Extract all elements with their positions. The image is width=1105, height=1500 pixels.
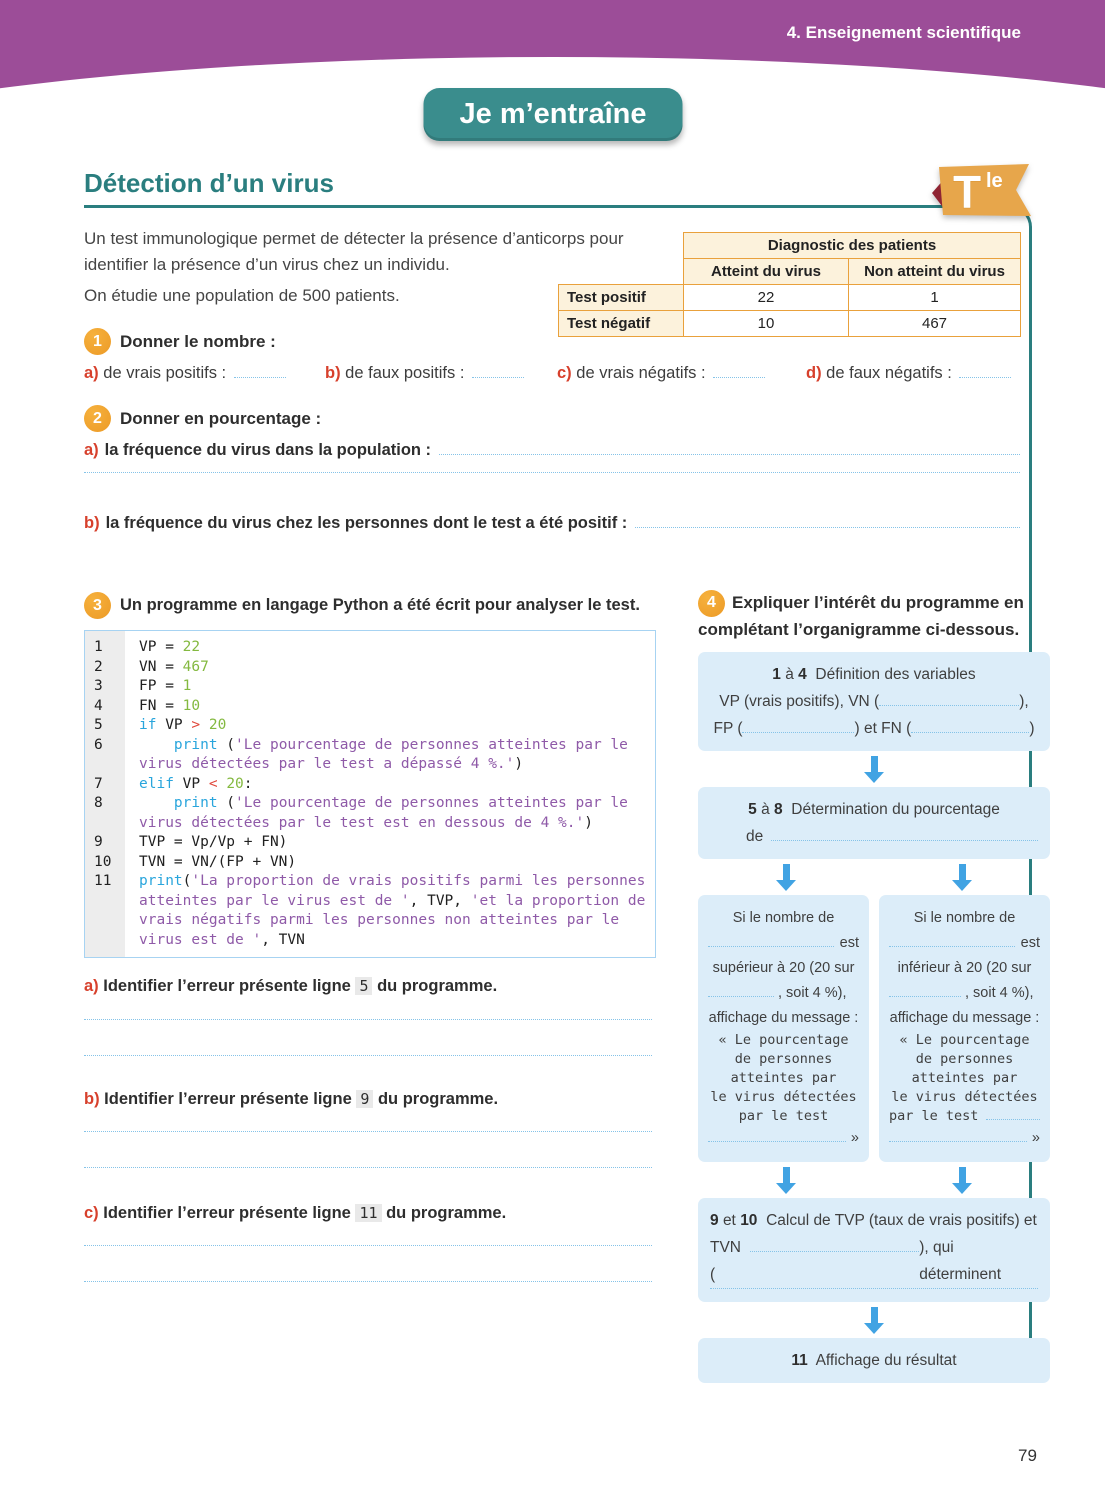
table-title: Diagnostic des patients: [684, 233, 1021, 259]
flow-arrow-icon: [959, 864, 966, 880]
code-line-number: 11: [94, 873, 112, 889]
question-2-number-badge: 2: [84, 405, 111, 432]
diagnostic-table: [558, 232, 1021, 337]
question-4-number-badge: 4: [698, 590, 725, 617]
answer-blank[interactable]: [708, 984, 774, 997]
answer-blank[interactable]: [635, 527, 1020, 528]
answer-blank[interactable]: [911, 720, 1029, 733]
chapter-label: 4. Enseignement scientifique: [786, 23, 1021, 42]
svg-text:le: le: [986, 170, 1003, 192]
answer-blank[interactable]: [889, 1141, 1027, 1142]
table-cell: 10: [684, 311, 849, 337]
flow-arrow-icon: [871, 756, 878, 772]
q1-item-b: b) de faux positifs :: [325, 364, 524, 383]
answer-line[interactable]: [84, 472, 1020, 473]
answer-blank[interactable]: [234, 365, 286, 378]
flow-box-variables: 1 à 4 Définition des variables VP (vrais positifs), VN ( ), FP ( ) et FN ( ): [698, 652, 1050, 751]
code-line-number: 10: [94, 853, 112, 870]
question-3-heading: 3 Un programme en langage Python a été écrit pour analyser le test.: [84, 592, 664, 619]
code-line-number: 2: [94, 658, 103, 675]
flow-box-result: 11 Affichage du résultat: [698, 1338, 1050, 1383]
table-row: [559, 311, 1021, 337]
code-line-content: elif VP < 20:: [139, 775, 253, 792]
flow-arrow-icon: [871, 1307, 878, 1323]
code-line: [85, 833, 655, 853]
train-badge: Je m’entraîne: [424, 88, 683, 141]
svg-text:T: T: [953, 166, 982, 218]
code-line-number: 5: [94, 717, 103, 733]
code-line-number: 9: [94, 834, 103, 850]
code-line-content: print ('Le pourcentage de personnes atteintes par le virus détectées par le test a dépassé 4 %.'): [139, 736, 637, 772]
code-line-content: FP = 1: [139, 678, 192, 694]
table-cell: 22: [684, 285, 849, 311]
answer-blank[interactable]: [708, 946, 834, 947]
code-line-content: TVN = VN/(FP + VN): [139, 853, 297, 870]
table-row: [559, 285, 1021, 311]
code-line-content: TVP = Vp/Vp + FN): [139, 834, 288, 850]
q2-item-b: b) la fréquence du virus chez les personnes dont le test a été positif :: [84, 514, 1020, 533]
flowchart: [698, 652, 1050, 1383]
answer-line[interactable]: [84, 1131, 652, 1132]
answer-blank[interactable]: [472, 365, 524, 378]
level-ribbon: [930, 163, 1034, 219]
answer-line[interactable]: [84, 1019, 652, 1020]
table-cell: 1: [849, 285, 1021, 311]
answer-line[interactable]: [84, 1167, 652, 1168]
answer-blank[interactable]: [879, 693, 1019, 706]
answer-blank[interactable]: [889, 984, 961, 997]
flow-box-condition-superior: Si le nombre de est supérieur à 20 (20 sur , soit 4 %), affichage du message : « Le pourcentage de personnes atteintes par le virus détectées par le test »: [698, 895, 869, 1162]
code-line: [85, 775, 655, 795]
flow-join-arrows: [698, 1162, 1050, 1198]
code-line-ref: 11: [355, 1204, 381, 1222]
question-2-heading: 2 Donner en pourcentage :: [84, 405, 321, 432]
code-line-ref: 5: [355, 977, 372, 995]
flow-arrow-icon: [959, 1167, 966, 1183]
page-title: Détection d’un virus: [84, 168, 334, 198]
table-cell: 467: [849, 311, 1021, 337]
flow-box-percentage: 5 à 8 Détermination du pourcentage de: [698, 787, 1050, 859]
code-line-ref: 9: [356, 1090, 373, 1108]
code-line: [85, 658, 655, 678]
answer-blank[interactable]: [959, 365, 1011, 378]
q3-item-a: a) Identifier l’erreur présente ligne 5 du programme.: [84, 977, 498, 995]
code-line-number: 1: [94, 639, 103, 655]
intro-paragraph: Un test immunologique permet de détecter la présence d’anticorps pour identifier la présence d’un virus chez un individu.: [84, 229, 624, 275]
code-line: [85, 794, 655, 833]
code-line-number: 7: [94, 775, 103, 792]
code-line: [85, 638, 655, 658]
answer-blank[interactable]: [742, 720, 854, 733]
code-line: [85, 716, 655, 736]
answer-blank[interactable]: [710, 1288, 1038, 1289]
flow-box-calcul: 9 et 10 Calcul de TVP (taux de vrais positifs) et TVN ( ), qui déterminent: [698, 1198, 1050, 1302]
table-col-header: Atteint du virus: [684, 259, 849, 285]
question-3-number-badge: 3: [84, 592, 111, 619]
answer-blank[interactable]: [771, 840, 1038, 841]
question-4-heading: 4 Expliquer l’intérêt du programme en complétant l’organigramme ci-dessous.: [698, 590, 1038, 643]
answer-blank[interactable]: [439, 454, 1020, 455]
answer-line[interactable]: [84, 1281, 652, 1282]
table-row-label: Test négatif: [559, 311, 684, 337]
code-line-content: print ('Le pourcentage de personnes atteintes par le virus détectées par le test est en dessous de 4 %.'): [139, 795, 637, 831]
code-line-number: 6: [94, 736, 103, 753]
code-line: [85, 677, 655, 697]
q1-item-a: a) de vrais positifs :: [84, 364, 286, 383]
code-line-content: FN = 10: [139, 697, 201, 714]
code-line-number: 3: [94, 678, 103, 694]
code-line: [85, 697, 655, 717]
level-ribbon-icon: [930, 163, 1034, 219]
code-line-content: VN = 467: [139, 658, 209, 675]
code-line-content: VP = 22: [139, 639, 201, 655]
flow-split-arrows: [698, 859, 1050, 895]
q3-item-b: b) Identifier l’erreur présente ligne 9 du programme.: [84, 1090, 499, 1108]
table-col-header: Non atteint du virus: [849, 259, 1021, 285]
answer-blank[interactable]: [889, 946, 1015, 947]
q2-item-a: a) la fréquence du virus dans la population :: [84, 441, 1020, 460]
answer-line[interactable]: [84, 1055, 652, 1056]
code-line-number: 8: [94, 795, 103, 811]
table-row-label: Test positif: [559, 285, 684, 311]
answer-blank[interactable]: [986, 1119, 1040, 1120]
flow-arrow-icon: [783, 1167, 790, 1183]
code-line-content: print('La proportion de vrais positifs parmi les personnes atteintes par le virus est de ', TVP, 'et la proportion de vrais négatifs parmi les personnes non atteintes par le virus est de ', TVN: [139, 873, 655, 948]
code-line-content: if VP > 20: [139, 717, 227, 733]
q1-item-d: d) de faux négatifs :: [806, 364, 1011, 383]
answer-line[interactable]: [84, 1245, 652, 1246]
answer-blank[interactable]: [750, 1239, 919, 1252]
code-line-number: 4: [94, 697, 103, 714]
answer-blank[interactable]: [708, 1141, 846, 1142]
page-number: 79: [1018, 1446, 1037, 1465]
question-1-heading: 1 Donner le nombre :: [84, 328, 276, 355]
code-line: [85, 853, 655, 873]
python-code-block: [84, 630, 656, 958]
population-paragraph: On étudie une population de 500 patients.: [84, 286, 400, 305]
code-lines: [85, 638, 655, 950]
table-empty-cell: [559, 233, 684, 259]
question-1-number-badge: 1: [84, 328, 111, 355]
answer-blank[interactable]: [713, 365, 765, 378]
table-empty-cell: [559, 259, 684, 285]
flow-box-condition-inferior: Si le nombre de est inférieur à 20 (20 sur , soit 4 %), affichage du message : « Le pourcentage de personnes atteintes par le virus détectées par le test »: [879, 895, 1050, 1162]
code-line: [85, 736, 655, 775]
q3-item-c: c) Identifier l’erreur présente ligne 11 du programme.: [84, 1204, 507, 1222]
flow-arrow-icon: [783, 864, 790, 880]
code-line: [85, 872, 655, 950]
q1-item-c: c) de vrais négatifs :: [557, 364, 765, 383]
